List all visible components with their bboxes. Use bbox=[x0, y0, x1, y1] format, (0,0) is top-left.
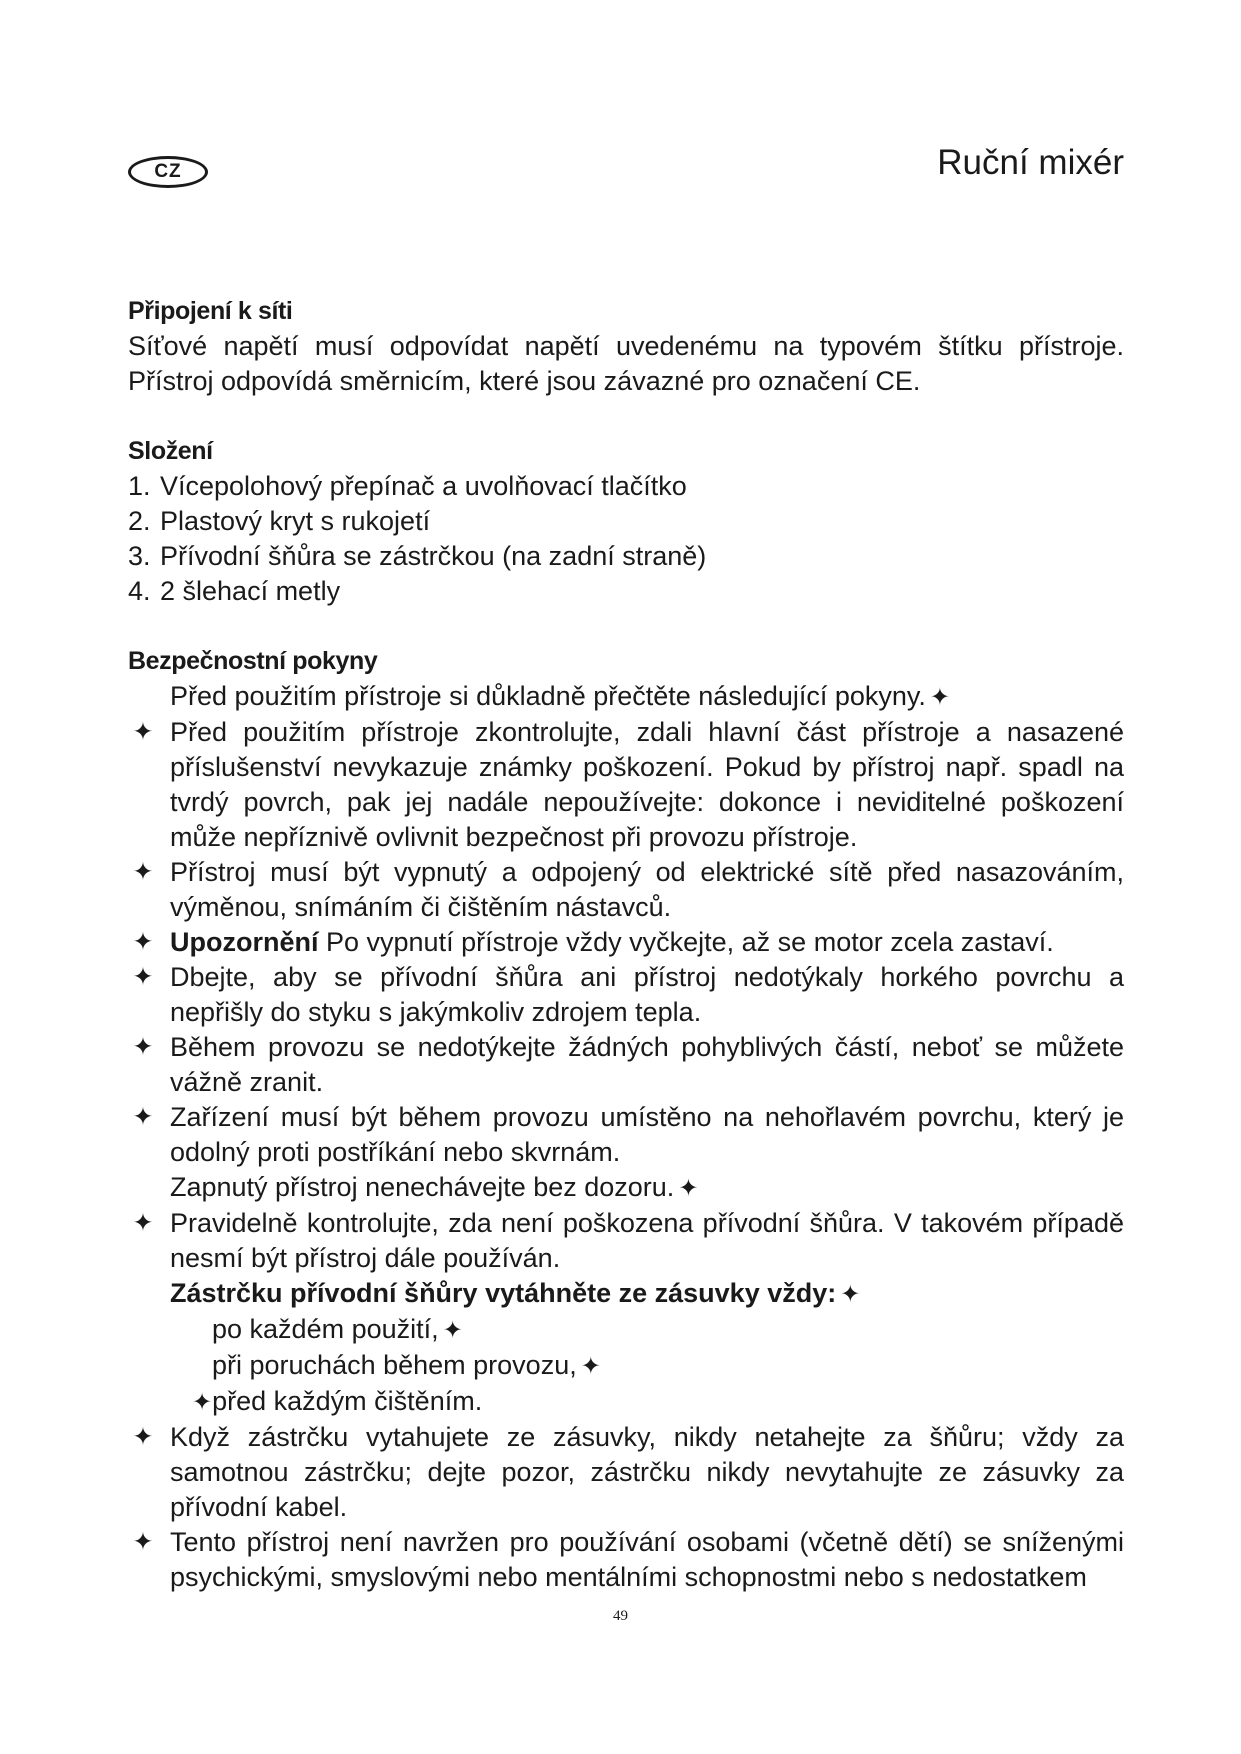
star-bullet-icon: ✦ bbox=[192, 1389, 213, 1416]
star-bullet-icon: ✦ bbox=[132, 1103, 154, 1131]
plug-heading: Zástrčku přívodní šňůry vytáhněte ze zásuvky vždy: ✦ bbox=[170, 1278, 861, 1308]
safety-item: ✦ Pravidelně kontrolujte, zda není poškozena přívodní šňůra. V takovém případě nesmí být přístroj dále používán. bbox=[128, 1206, 1124, 1276]
star-bullet-icon: ✦ bbox=[132, 1528, 154, 1556]
list-item: 3. Přívodní šňůra se zástrčkou (na zadní straně) bbox=[128, 541, 707, 571]
star-bullet-icon: ✦ bbox=[929, 684, 951, 711]
star-bullet-icon: ✦ bbox=[132, 928, 154, 956]
star-bullet-icon: ✦ bbox=[678, 1175, 699, 1202]
safety-item: ✦ Přístroj musí být vypnutý a odpojený od elektrické sítě před nasazováním, výměnou, snímáním či čištěním nástavců. bbox=[128, 855, 1124, 925]
safety-item: ✦ Dbejte, aby se přívodní šňůra ani přístroj nedotýkaly horkého povrchu a nepřišly do styku s jakýmkoliv zdrojem tepla. bbox=[128, 960, 1124, 1030]
star-bullet-icon: ✦ bbox=[442, 1317, 463, 1344]
page-content bbox=[128, 294, 1124, 1595]
star-bullet-icon: ✦ bbox=[580, 1353, 601, 1380]
plug-item: ✦před každým čištěním. bbox=[192, 1386, 483, 1416]
star-bullet-icon: ✦ bbox=[132, 1423, 154, 1451]
list-item: 1. Vícepolohový přepínač a uvolňovací tlačítko bbox=[128, 471, 687, 501]
page-number: 49 bbox=[613, 1608, 628, 1624]
star-bullet-icon: ✦ bbox=[132, 1033, 154, 1061]
star-bullet-icon: ✦ bbox=[840, 1281, 861, 1308]
safety-item: ✦ Během provozu se nedotýkejte žádných pohyblivých částí, neboť se můžete vážně zranit. bbox=[128, 1030, 1124, 1100]
warning-label: Upozornění bbox=[170, 927, 319, 957]
star-bullet-icon: ✦ bbox=[132, 858, 154, 886]
list-item: 4. 2 šlehací metly bbox=[128, 576, 341, 606]
section-heading-connection: Připojení k síti bbox=[128, 297, 293, 325]
plug-item: po každém použití, ✦ bbox=[212, 1314, 463, 1344]
safety-intro: Před použitím přístroje si důkladně přečtěte následující pokyny. ✦ bbox=[170, 681, 951, 711]
section-heading-composition: Složení bbox=[128, 437, 213, 465]
language-badge: CZ bbox=[128, 156, 208, 188]
safety-note: Zapnutý přístroj nenechávejte bez dozoru. ✦ bbox=[170, 1172, 699, 1202]
star-bullet-icon: ✦ bbox=[132, 1209, 154, 1237]
section-heading-safety: Bezpečnostní pokyny bbox=[128, 647, 378, 675]
safety-item: ✦ Před použitím přístroje zkontrolujte, zdali hlavní část přístroje a nasazené příslušenství nevykazuje známky poškození. Pokud by přístroj např. spadl na tvrdý povrch, pak jej nadále nepoužívejte: dokonce i neviditelné poškození může nepříznivě ovlivnit bezpečnost při provozu přístroje. bbox=[128, 715, 1124, 855]
connection-text: Síťové napětí musí odpovídat napětí uvedenému na typovém štítku přístroje. Přístroj odpovídá směrnicím, které jsou závazné pro označení CE. bbox=[128, 331, 1124, 396]
list-item: 2. Plastový kryt s rukojetí bbox=[128, 506, 431, 536]
star-bullet-icon: ✦ bbox=[132, 718, 154, 746]
plug-item: při poruchách během provozu, ✦ bbox=[212, 1350, 601, 1380]
composition-list bbox=[128, 469, 1124, 609]
star-bullet-icon: ✦ bbox=[132, 963, 154, 991]
safety-item: ✦ Když zástrčku vytahujete ze zásuvky, nikdy netahejte za šňůru; vždy za samotnou zástrčku; dejte pozor, zástrčku nikdy nevytahujte ze zásuvky za přívodní kabel. bbox=[128, 1420, 1124, 1525]
safety-item: ✦ Tento přístroj není navržen pro používání osobami (včetně dětí) se sníženými psychickými, smyslovými nebo mentálními schopnostmi nebo s nedostatkem bbox=[128, 1525, 1124, 1595]
safety-item: ✦ Upozornění Po vypnutí přístroje vždy vyčkejte, až se motor zcela zastaví. bbox=[128, 925, 1124, 960]
page-title: Ruční mixér bbox=[937, 143, 1124, 182]
safety-item: ✦ Zařízení musí být během provozu umístěno na nehořlavém povrchu, který je odolný proti postříkání nebo skvrnám. bbox=[128, 1100, 1124, 1170]
